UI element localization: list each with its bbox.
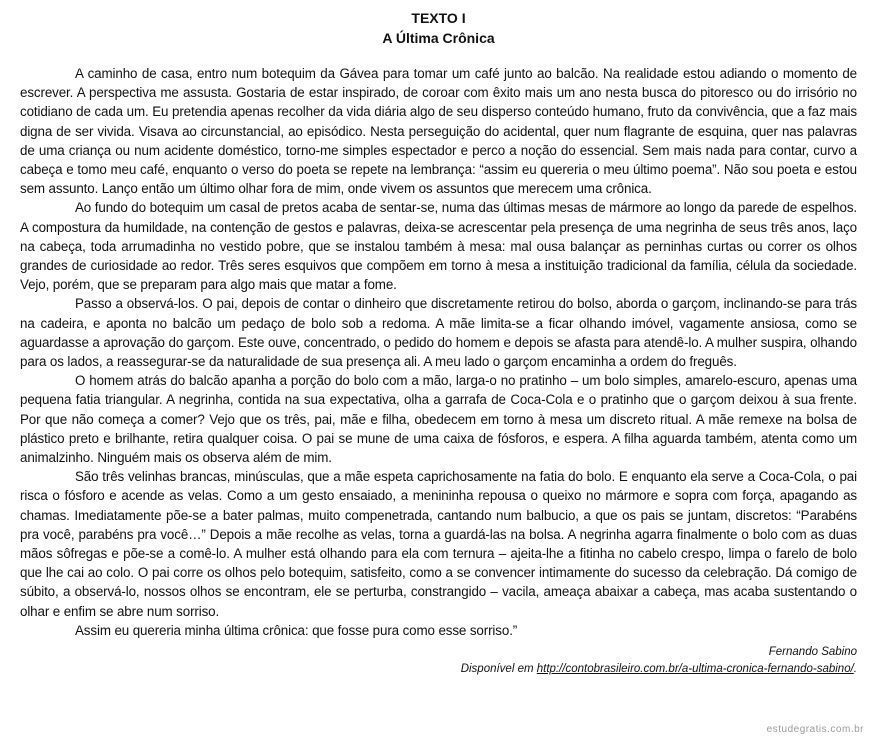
source-prefix: Disponível em [460,663,537,676]
paragraph-4: O homem atrás do balcão apanha a porção do bolo com a mão, larga-o no pratinho – um bolo simples, amarelo-escuro, apenas uma pequena fatia triangular. A negrinha, contida na sua expectativa, olha a garrafa de Coca-Cola e o pratinho que o garçom deixou à sua frente. Por que não começa a comer? Vejo que os três, pai, mãe e filha, obedecem em torno à mesa um discreto ritual. A mãe remexe na bolsa de plástico preto e brilhante, retira qualquer coisa. O pai se mune de uma caixa de fósforos, e espera. A filha aguarda também, atenta como um animalzinho. Ninguém mais os observa além de mim. [20,373,857,466]
page-title: A Última Crônica [382,30,495,46]
text-label: TEXTO I [411,10,466,26]
paragraph-5: São três velinhas brancas, minúsculas, que a mãe espeta caprichosamente na fatia do bolo. E enquanto ela serve a Coca-Cola, o pai risca o fósforo e acende as velas. Como a um gesto ensaiado, a menininha repousa o queixo no mármore e sopra com força, apagando as chamas. Imediatamente põe-se a bater palmas, muito compenetrada, cantando num balbucio, a que os pais se juntam, discretos: “Parabéns pra você, parabéns pra você…” Depois a mãe recolhe as velas, torna a guardá-las na bolsa. A negrinha agarra finalmente o bolo com as duas mãos sôfregas e põe-se a comê-lo. A mulher está olhando para ela com ternura – ajeita-lhe a fitinha no cabelo crespo, limpa o farelo de bolo que lhe cai ao colo. O pai corre os olhos pelo botequim, satisfeito, como a se convencer intimamente do sucesso da celebração. Dá comigo de súbito, a observá-lo, nossos olhos se encontram, ele se perturba, constrangido – vacila, ameaça abaixar a cabeça, mas acaba sustentando o olhar e enfim se abre num sorriso. [20,469,857,619]
source-link[interactable]: http://contobrasileiro.com.br/a-ultima-cronica-fernando-sabino/ [536,663,854,676]
source-citation [20,661,857,678]
watermark: estudegratis.com.br [766,724,864,735]
author-name: Fernando Sabino [768,646,857,659]
paragraph-1: A caminho de casa, entro num botequim da Gávea para tomar um café junto ao balcão. Na realidade estou adiando o momento de escrever. A perspectiva me assusta. Gostaria de estar inspirado, de coroar com êxito mais um ano nesta busca do pitoresco ou do irrisório no cotidiano de cada um. Eu pretendia apenas recolher da vida diária algo de seu disperso conteúdo humano, fruto da convivência, que a faz mais digna de ser vivida. Visava ao circunstancial, ao episódico. Nesta perseguição do acidental, quer num flagrante de esquina, quer nas palavras de uma criança ou num acidente doméstico, torno-me simples espectador e perco a noção do essencial. Sem mais nada para contar, curvo a cabeça e tomo meu café, enquanto o verso do poeta se repete na lembrança: “assim eu quereria o meu último poema”. Não sou poeta e estou sem assunto. Lanço então um último olhar fora de mim, onde vivem os assuntos que merecem uma crônica. [20,66,857,197]
paragraph-6: Assim eu quereria minha última crônica: que fosse pura como esse sorriso.” [75,622,518,638]
chronicle-body [20,64,857,640]
document-page [20,8,857,678]
paragraph-2: Ao fundo do botequim um casal de pretos acaba de sentar-se, numa das últimas mesas de mármore ao longo da parede de espelhos. A compostura da humildade, na contenção de gestos e palavras, deixa-se acrescentar pela presença de uma negrinha de seus três anos, laço na cabeça, toda arrumadinha no vestido pobre, que se instalou também à mesa: mal ousa balançar as perninhas curtas ou correr os olhos grandes de curiosidade ao redor. Três seres esquivos que compõem em torno à mesa a instituição tradicional da família, célula da sociedade. Vejo, porém, que se preparam para algo mais que matar a fome. [20,200,857,293]
paragraph-3: Passo a observá-los. O pai, depois de contar o dinheiro que discretamente retirou do bolso, aborda o garçom, inclinando-se para trás na cadeira, e aponta no balcão um pedaço de bolo sob a redoma. A mãe limita-se a ficar olhando imóvel, vagamente ansiosa, como se aguardasse a aprovação do garçom. Este ouve, concentrado, o pedido do homem e depois se afasta para atendê-lo. A mulher suspira, olhando para os lados, a reassegurar-se da naturalidade de sua presença ali. A meu lado o garçom encaminha a ordem do freguês. [20,296,857,370]
source-suffix: . [853,663,857,676]
